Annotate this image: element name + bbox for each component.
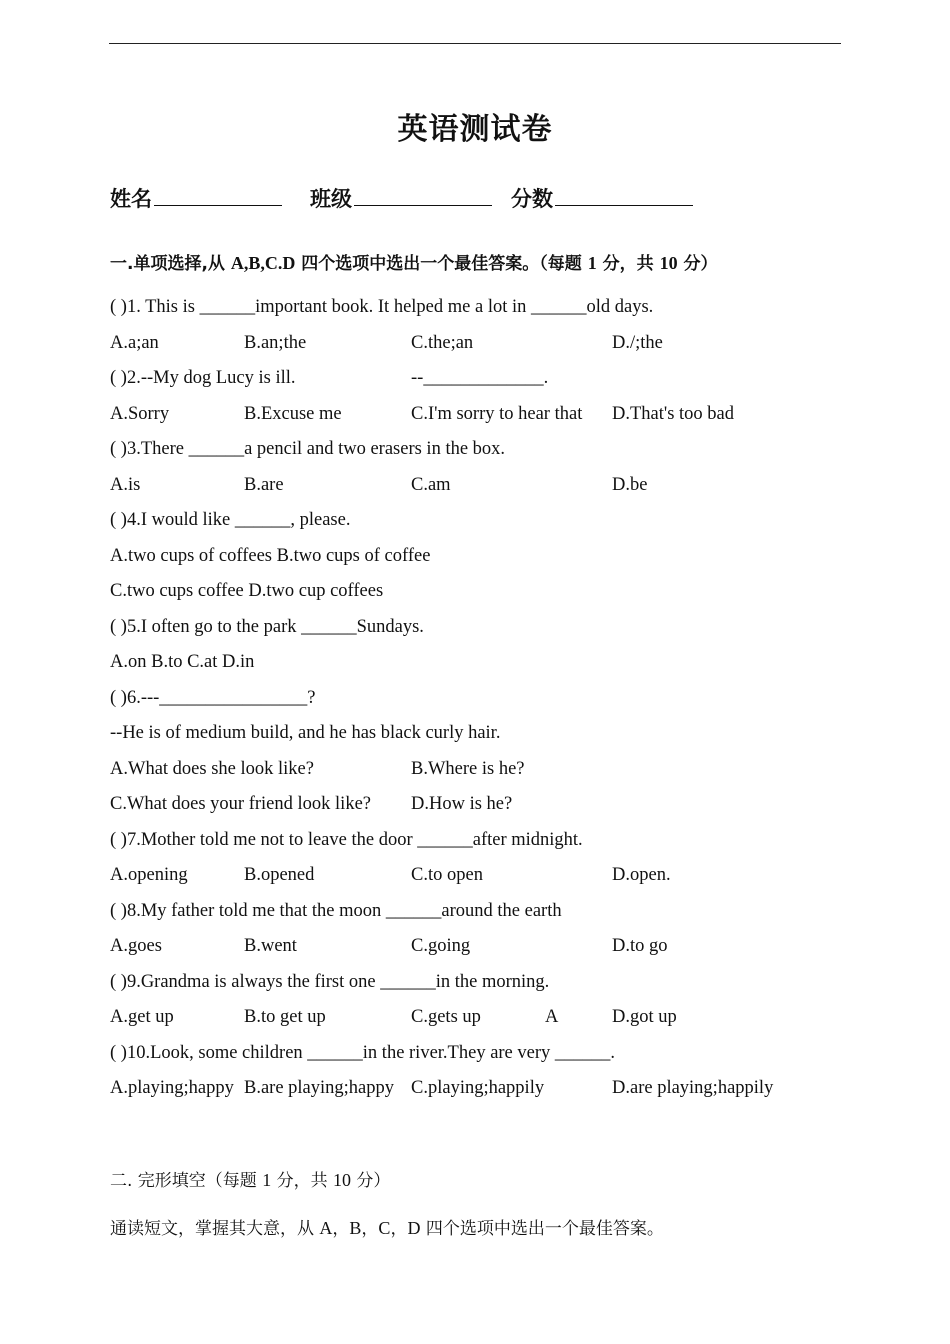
question-line — [0, 1043, 950, 1069]
option-text: C.gets up — [411, 1007, 481, 1027]
question-line — [0, 617, 950, 643]
line-text: ( )8.My father told me that the moon ______around the earth — [110, 900, 562, 921]
name-label: 姓名 — [110, 187, 152, 211]
line-text: ( )4.I would like ______, please. — [110, 510, 351, 530]
option-text: B.an;the — [244, 332, 307, 353]
option-text: D.How is he? — [411, 794, 513, 814]
option-text: D.That's too bad — [612, 403, 735, 424]
option-text: --_____________. — [411, 368, 549, 388]
option-text: D.to go — [612, 936, 668, 956]
option-text: A.is — [110, 474, 141, 495]
section-2-instructions: 通读短文，掌握其大意，从 A，B，C，D 四个选项中选出一个最佳答案。 — [110, 1218, 664, 1239]
option-text: B.are — [244, 474, 284, 495]
answer-options-line — [0, 404, 950, 430]
line-text: ( )5.I often go to the park ______Sundays. — [110, 616, 424, 637]
line-text: A.on B.to C.at D.in — [110, 652, 255, 672]
answer-options-line — [0, 546, 950, 572]
question-line — [0, 972, 950, 998]
answer-options-line — [0, 475, 950, 501]
answer-options-line — [0, 333, 950, 359]
question-line — [0, 368, 950, 394]
option-text: A.playing;happy — [110, 1078, 234, 1098]
option-text: B.Where is he? — [411, 758, 525, 779]
answer-options-line — [0, 1078, 950, 1104]
score-blank[interactable] — [555, 183, 693, 206]
question-line — [0, 830, 950, 856]
option-text: B.went — [244, 936, 297, 956]
option-text: A.What does she look like? — [110, 758, 314, 779]
option-text: C.going — [411, 936, 471, 956]
option-text: A.Sorry — [110, 403, 170, 424]
option-text: D.be — [612, 474, 648, 495]
option-text: A.opening — [110, 865, 188, 885]
line-text: ( )9.Grandma is always the first one ______in the morning. — [110, 971, 550, 992]
header-rule — [109, 43, 841, 44]
question-line — [0, 439, 950, 465]
option-text: A.goes — [110, 936, 162, 956]
line-text: ( )1. This is ______important book. It helped me a lot in ______old days. — [110, 297, 654, 317]
section-2-heading: 二. 完形填空（每题 1 分，共 10 分） — [110, 1170, 391, 1191]
option-text: A — [545, 1007, 559, 1027]
question-text: ( )2.--My dog Lucy is ill. — [110, 368, 296, 388]
line-text: --He is of medium build, and he has black curly hair. — [110, 723, 501, 743]
option-text: B.opened — [244, 865, 315, 885]
option-text: D.got up — [612, 1007, 677, 1027]
line-text: A.two cups of coffees B.two cups of coffee — [110, 545, 431, 566]
option-text: C.am — [411, 474, 451, 495]
name-blank[interactable] — [154, 183, 282, 206]
option-text: C.I'm sorry to hear that — [411, 403, 583, 424]
option-text: D./;the — [612, 332, 663, 353]
line-text: ( )7.Mother told me not to leave the door ______after midnight. — [110, 829, 583, 850]
option-text: C.the;an — [411, 332, 474, 353]
answer-options-line — [0, 759, 950, 785]
answer-options-line — [0, 865, 950, 891]
option-text: B.are playing;happy — [244, 1078, 395, 1098]
question-line — [0, 688, 950, 714]
answer-options-line — [0, 936, 950, 962]
option-text: C.to open — [411, 865, 483, 885]
answer-options-line — [0, 1007, 950, 1033]
option-text: B.to get up — [244, 1007, 326, 1027]
option-text: D.open. — [612, 865, 671, 885]
name-field[interactable] — [110, 183, 282, 213]
option-text: A.get up — [110, 1007, 174, 1027]
answer-options-line — [0, 794, 950, 820]
line-text: C.two cups coffee D.two cup coffees — [110, 581, 384, 601]
option-text: C.playing;happily — [411, 1078, 545, 1098]
class-field[interactable] — [310, 183, 492, 213]
answer-options-line — [0, 652, 950, 678]
question-line — [0, 297, 950, 323]
option-text: A.a;an — [110, 332, 159, 353]
option-text: D.are playing;happily — [612, 1078, 774, 1098]
question-line — [0, 901, 950, 927]
option-text: C.What does your friend look like? — [110, 794, 371, 814]
line-text: ( )6.---________________? — [110, 687, 316, 708]
document-title: 英语测试卷 — [397, 112, 553, 147]
class-blank[interactable] — [354, 183, 492, 206]
score-field[interactable] — [511, 183, 693, 213]
option-text: B.Excuse me — [244, 403, 342, 424]
question-line — [0, 510, 950, 536]
score-label: 分数 — [511, 187, 553, 211]
line-text: ( )10.Look, some children ______in the river.They are very ______. — [110, 1042, 616, 1063]
answer-options-line — [0, 723, 950, 749]
line-text: ( )3.There ______a pencil and two erasers in the box. — [110, 439, 506, 459]
answer-options-line — [0, 581, 950, 607]
class-label: 班级 — [310, 187, 352, 211]
section-1-heading: 一.单项选择,从 A,B,C.D 四个选项中选出一个最佳答案。（每题 1 分，共 10 分） — [110, 253, 718, 274]
